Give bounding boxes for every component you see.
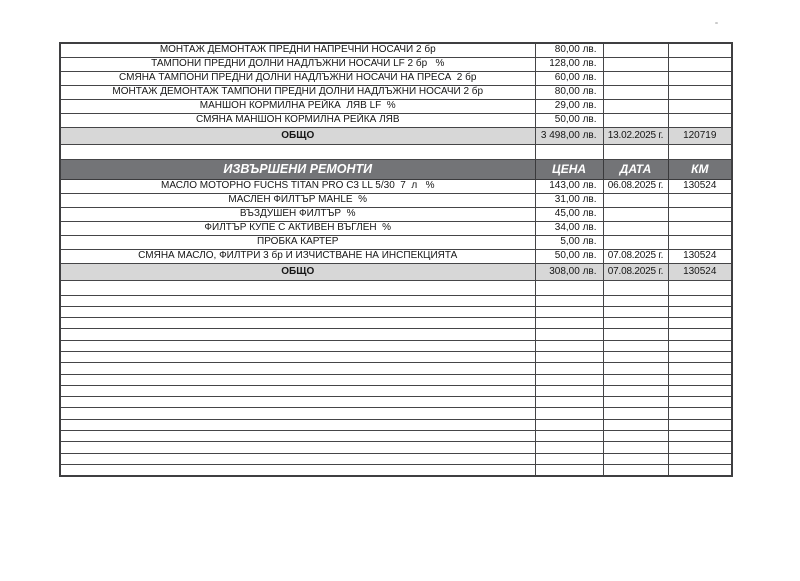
price-cell: 143,00 лв. [535, 179, 603, 193]
date-cell [603, 99, 668, 113]
empty-row [60, 280, 732, 295]
empty-cell [535, 295, 603, 306]
empty-cell [535, 408, 603, 419]
empty-row [60, 340, 732, 351]
empty-cell [60, 144, 535, 159]
empty-cell [668, 144, 732, 159]
empty-cell [603, 374, 668, 385]
empty-row [60, 318, 732, 329]
empty-row [60, 363, 732, 374]
empty-row [60, 295, 732, 306]
empty-cell [60, 374, 535, 385]
empty-cell [60, 295, 535, 306]
empty-cell [60, 351, 535, 362]
empty-row [60, 374, 732, 385]
date-cell [603, 85, 668, 99]
empty-cell [668, 318, 732, 329]
price-cell: 5,00 лв. [535, 235, 603, 249]
empty-cell [60, 408, 535, 419]
price-cell: 45,00 лв. [535, 207, 603, 221]
empty-cell [535, 280, 603, 295]
empty-cell [60, 340, 535, 351]
service-description: СМЯНА МАСЛО, ФИЛТРИ 3 бр И ИЗЧИСТВАНЕ НА ИНСПЕКЦИЯТА [60, 249, 535, 263]
service-description: ПРОБКА КАРТЕР [60, 235, 535, 249]
empty-cell [668, 464, 732, 475]
km-cell [668, 57, 732, 71]
date-cell [603, 221, 668, 235]
empty-cell [668, 295, 732, 306]
total-price-cell: 3 498,00 лв. [535, 127, 603, 144]
empty-row [60, 385, 732, 396]
empty-cell [60, 442, 535, 453]
empty-cell [60, 419, 535, 430]
empty-cell [603, 363, 668, 374]
empty-cell [603, 385, 668, 396]
empty-cell [535, 340, 603, 351]
empty-cell [603, 431, 668, 442]
empty-cell [60, 363, 535, 374]
date-column-header: ДАТА [603, 159, 668, 179]
empty-cell [668, 431, 732, 442]
empty-cell [603, 295, 668, 306]
empty-cell [535, 419, 603, 430]
empty-cell [535, 318, 603, 329]
section-header-row [60, 159, 732, 179]
price-cell: 80,00 лв. [535, 85, 603, 99]
km-cell [668, 235, 732, 249]
service-description: МАНШОН КОРМИЛНА РЕЙКА ЛЯВ LF % [60, 99, 535, 113]
total-row [60, 263, 732, 280]
km-cell: 130524 [668, 249, 732, 263]
empty-cell [535, 329, 603, 340]
empty-cell [603, 453, 668, 464]
service-description: МАСЛО МОТОРНО FUCHS TITAN PRO C3 LL 5/30 7 л % [60, 179, 535, 193]
empty-cell [668, 374, 732, 385]
price-column-header: ЦЕНА [535, 159, 603, 179]
empty-row [60, 442, 732, 453]
empty-cell [535, 144, 603, 159]
date-cell [603, 71, 668, 85]
empty-row [60, 306, 732, 317]
empty-cell [603, 306, 668, 317]
table-row [60, 85, 732, 99]
empty-row [60, 351, 732, 362]
service-description: ТАМПОНИ ПРЕДНИ ДОЛНИ НАДЛЪЖНИ НОСАЧИ LF 2 бр % [60, 57, 535, 71]
table-row [60, 249, 732, 263]
service-description: ФИЛТЪР КУПЕ С АКТИВЕН ВЪГЛЕН % [60, 221, 535, 235]
empty-cell [668, 340, 732, 351]
empty-cell [668, 442, 732, 453]
empty-cell [535, 431, 603, 442]
service-description: СМЯНА МАНШОН КОРМИЛНА РЕЙКА ЛЯВ [60, 113, 535, 127]
empty-row [60, 329, 732, 340]
price-cell: 50,00 лв. [535, 113, 603, 127]
empty-cell [603, 329, 668, 340]
km-cell [668, 71, 732, 85]
empty-cell [60, 464, 535, 475]
empty-cell [60, 431, 535, 442]
empty-cell [60, 318, 535, 329]
empty-row [60, 419, 732, 430]
table-row [60, 99, 732, 113]
empty-cell [535, 351, 603, 362]
date-cell [603, 207, 668, 221]
total-label: ОБЩО [60, 127, 535, 144]
empty-cell [60, 280, 535, 295]
table-row [60, 113, 732, 127]
empty-row [60, 408, 732, 419]
date-cell [603, 113, 668, 127]
price-cell: 128,00 лв. [535, 57, 603, 71]
service-description: МОНТАЖ ДЕМОНТАЖ ПРЕДНИ НАПРЕЧНИ НОСАЧИ 2 бр [60, 43, 535, 57]
empty-cell [668, 363, 732, 374]
empty-cell [60, 306, 535, 317]
empty-cell [668, 385, 732, 396]
empty-cell [603, 351, 668, 362]
date-cell [603, 43, 668, 57]
empty-row [60, 431, 732, 442]
empty-row [60, 397, 732, 408]
km-cell [668, 85, 732, 99]
empty-cell [535, 453, 603, 464]
table-row [60, 71, 732, 85]
empty-cell [603, 318, 668, 329]
table-row [60, 57, 732, 71]
service-description: СМЯНА ТАМПОНИ ПРЕДНИ ДОЛНИ НАДЛЪЖНИ НОСАЧИ НА ПРЕСА 2 бр [60, 71, 535, 85]
empty-row [60, 453, 732, 464]
date-cell: 06.08.2025 г. [603, 179, 668, 193]
empty-cell [535, 397, 603, 408]
empty-cell [668, 351, 732, 362]
price-cell: 34,00 лв. [535, 221, 603, 235]
empty-cell [603, 144, 668, 159]
empty-cell [535, 385, 603, 396]
empty-cell [668, 397, 732, 408]
service-description: МАСЛЕН ФИЛТЪР MAHLE % [60, 193, 535, 207]
empty-cell [603, 442, 668, 453]
empty-cell [603, 340, 668, 351]
table-row [60, 221, 732, 235]
spacer-row [60, 144, 732, 159]
km-cell: 130524 [668, 179, 732, 193]
date-cell: 07.08.2025 г. [603, 249, 668, 263]
table-row [60, 207, 732, 221]
date-cell [603, 235, 668, 249]
empty-cell [535, 306, 603, 317]
km-column-header: КМ [668, 159, 732, 179]
km-cell [668, 221, 732, 235]
service-description: МОНТАЖ ДЕМОНТАЖ ТАМПОНИ ПРЕДНИ ДОЛНИ НАДЛЪЖНИ НОСАЧИ 2 бр [60, 85, 535, 99]
empty-row [60, 464, 732, 475]
empty-cell [603, 280, 668, 295]
empty-cell [668, 306, 732, 317]
empty-cell [535, 442, 603, 453]
empty-cell [668, 329, 732, 340]
total-km-cell: 130524 [668, 263, 732, 280]
price-cell: 29,00 лв. [535, 99, 603, 113]
price-cell: 31,00 лв. [535, 193, 603, 207]
price-cell: 50,00 лв. [535, 249, 603, 263]
service-record-table [59, 42, 733, 477]
empty-cell [535, 464, 603, 475]
empty-cell [603, 397, 668, 408]
km-cell [668, 113, 732, 127]
empty-cell [668, 453, 732, 464]
date-cell [603, 57, 668, 71]
table-row [60, 235, 732, 249]
km-cell [668, 43, 732, 57]
table-row [60, 43, 732, 57]
section-title: ИЗВЪРШЕНИ РЕМОНТИ [60, 159, 535, 179]
price-cell: 60,00 лв. [535, 71, 603, 85]
price-cell: 80,00 лв. [535, 43, 603, 57]
scan-artifact-dot [715, 22, 718, 24]
km-cell [668, 99, 732, 113]
total-price-cell: 308,00 лв. [535, 263, 603, 280]
empty-cell [535, 374, 603, 385]
total-date-cell: 13.02.2025 г. [603, 127, 668, 144]
empty-cell [60, 453, 535, 464]
km-cell [668, 193, 732, 207]
empty-cell [60, 329, 535, 340]
empty-cell [668, 419, 732, 430]
total-row [60, 127, 732, 144]
empty-cell [668, 280, 732, 295]
total-km-cell: 120719 [668, 127, 732, 144]
service-description: ВЪЗДУШЕН ФИЛТЪР % [60, 207, 535, 221]
empty-cell [535, 363, 603, 374]
km-cell [668, 207, 732, 221]
total-label: ОБЩО [60, 263, 535, 280]
table-row [60, 179, 732, 193]
table-row [60, 193, 732, 207]
empty-cell [603, 419, 668, 430]
empty-cell [603, 464, 668, 475]
total-date-cell: 07.08.2025 г. [603, 263, 668, 280]
empty-cell [668, 408, 732, 419]
empty-cell [60, 385, 535, 396]
date-cell [603, 193, 668, 207]
empty-cell [60, 397, 535, 408]
empty-cell [603, 408, 668, 419]
